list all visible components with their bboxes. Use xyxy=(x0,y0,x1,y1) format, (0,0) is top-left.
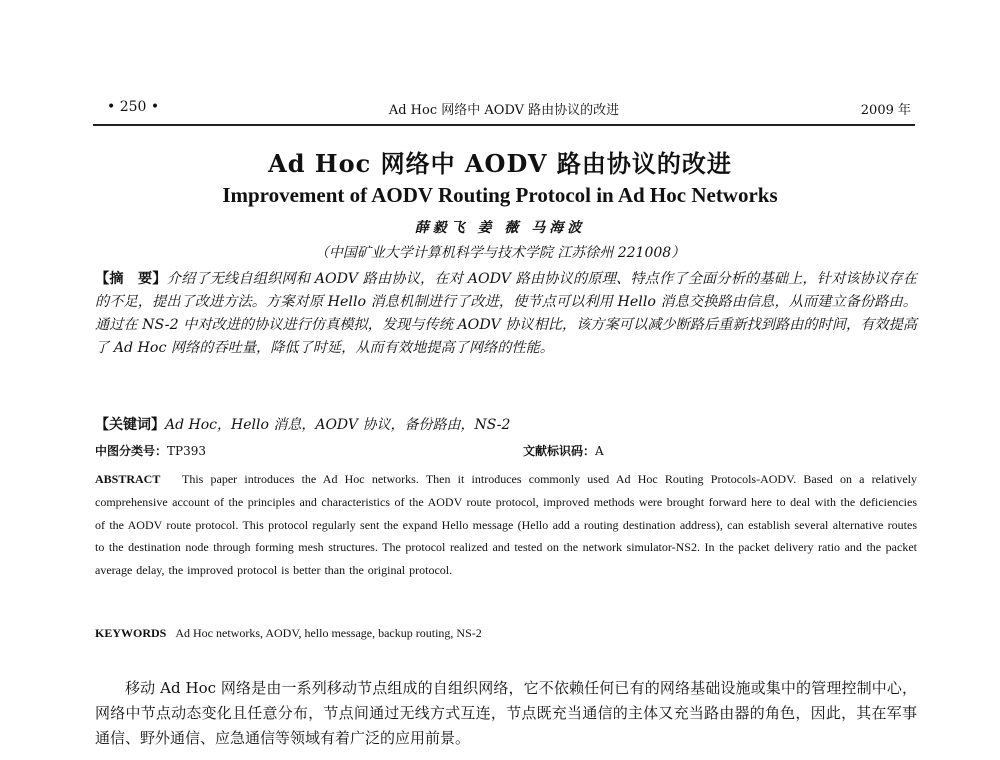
abstract-cn-label: 【摘 要】 xyxy=(95,271,167,287)
running-title: Ad Hoc 网络中 AODV 路由协议的改进 xyxy=(388,103,620,118)
affiliation: （中国矿业大学计算机科学与技术学院 江苏徐州 221008） xyxy=(314,245,686,261)
keywords-cn-text: Ad Hoc，Hello 消息，AODV 协议，备份路由，NS-2 xyxy=(165,417,511,433)
abstract-cn-text: 介绍了无线自组织网和 AODV 路由协议，在对 AODV 路由协议的原理、特点作了全面分析的基础上，针对该协议存在的不足，提出了改进方法。方案对原 Hello 消息机制进行了改进，使节点可以利用 Hello 消息交换路由信息，从而建立备份路由。通过在 NS-2 中对改进的协议进行仿真模拟，发现与传统 AODV 协议相比，该方案可以减少断路后重新找到路由的时间，有效提高了 Ad Hoc 网络的吞吐量，降低了时延，从而有效地提高了网络的性能。 xyxy=(95,271,917,356)
keywords-en-label: KEYWORDS xyxy=(95,626,167,640)
document-code xyxy=(523,442,604,459)
clc-number xyxy=(95,442,206,459)
body-paragraph: 移动 Ad Hoc 网络是由一系列移动节点组成的自组织网络，它不依赖任何已有的网络基础设施或集中的管理控制中心，网络中节点动态变化且任意分布，节点间通过无线方式互连，节点既充当通信的主体又充当路由器的角色，因此，其在军事通信、野外通信、应急通信等领域有着广泛的应用前景。 xyxy=(95,679,917,747)
running-header xyxy=(93,99,915,119)
abstract-chinese xyxy=(95,268,917,360)
keywords-cn-label: 【关键词】 xyxy=(95,417,165,433)
abstract-english xyxy=(95,468,917,582)
keywords-chinese xyxy=(95,414,917,434)
abstract-en-text: This paper introduces the Ad Hoc networks. Then it introduces commonly used Ad Hoc Routing Protocols-AODV. Based on a relatively comprehensive account of the principles and characteristics of the AODV route protocol, improved methods were brought forward here to deal with the deficiencies of the AODV route protocol. This protocol regularly sent the expand Hello message (Hello add a routing destination address), can establish several alternative routes to the destination node through forming mesh structures. The protocol realized and tested on the network simulator-NS2. In the packet delivery ratio and the packet average delay, the improved protocol is better than the original protocol. xyxy=(95,472,917,578)
clc-value: TP393 xyxy=(167,444,206,458)
classification-line xyxy=(95,442,917,462)
page-number: • 250 • xyxy=(107,99,160,115)
header-year: 2009 年 xyxy=(860,103,911,118)
doc-code-label: 文献标识码： xyxy=(523,444,596,458)
title-english: Improvement of AODV Routing Protocol in Ad Hoc Networks xyxy=(222,183,778,207)
clc-label: 中图分类号： xyxy=(95,444,168,458)
title-chinese: Ad Hoc 网络中 AODV 路由协议的改进 xyxy=(268,149,732,178)
header-rule xyxy=(93,124,915,126)
abstract-en-label: ABSTRACT xyxy=(95,472,161,486)
authors: 薛毅飞 姜 薇 马海波 xyxy=(414,220,586,236)
keywords-english xyxy=(95,626,917,641)
keywords-en-text: Ad Hoc networks, AODV, hello message, backup routing, NS-2 xyxy=(175,626,482,640)
doc-code-value: A xyxy=(595,444,604,458)
